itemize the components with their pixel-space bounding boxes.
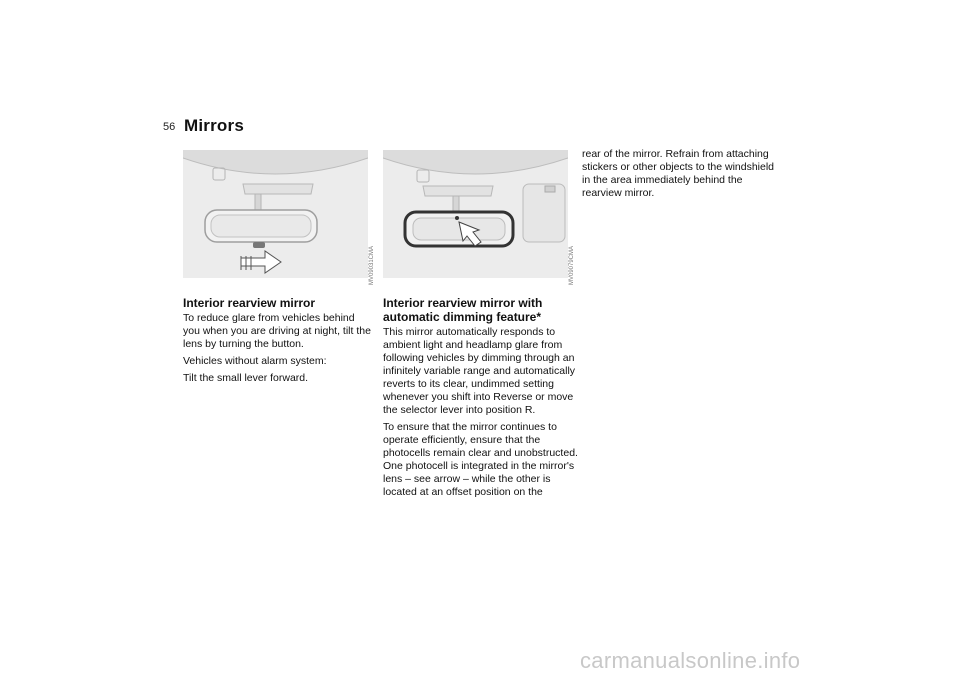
page-title: Mirrors [184, 116, 244, 135]
section-continued-text [582, 148, 777, 204]
figure-code: MV09031CMA [369, 245, 375, 285]
watermark: carmanualsonline.info [580, 648, 801, 673]
paragraph: Vehicles without alarm system: [183, 355, 327, 367]
section-heading: Interior rearview mirror [183, 296, 316, 310]
paragraph: Tilt the small lever forward. [183, 372, 309, 384]
page-number: 56 [163, 121, 176, 133]
paragraph: To ensure that the mirror continues to operate efficiently, ensure that the photocells remain clear and unobstructed. One photocell is integrated in the mirror's lens – see arrow – while the other is located at an offset position on the [383, 421, 578, 498]
section-interior-rearview-mirror [183, 296, 373, 389]
paragraph: This mirror automatically responds to ambient light and headlamp glare from following vehicles by dimming through an infinitely variable range and automatically reverts to its clear, undimmed setting whenever you shift into Reverse or move the selector lever into position R. [383, 326, 576, 416]
mirror-dimming-lever-illustration [183, 150, 368, 278]
section-auto-dimming-mirror [383, 296, 578, 503]
figure-auto-dimming-mirror [383, 150, 568, 278]
figure-interior-mirror [183, 150, 368, 278]
auto-dimming-mirror-illustration [383, 150, 568, 278]
figure-code: MV09079CMA [569, 245, 575, 285]
paragraph: rear of the mirror. Refrain from attaching stickers or other objects to the windshield in the area immediately behind the rearview mirror. [582, 148, 775, 199]
section-heading: Interior rearview mirror with automatic dimming feature* [383, 296, 543, 324]
paragraph: To reduce glare from vehicles behind you when you are driving at night, tilt the lens by turning the button. [183, 312, 371, 350]
